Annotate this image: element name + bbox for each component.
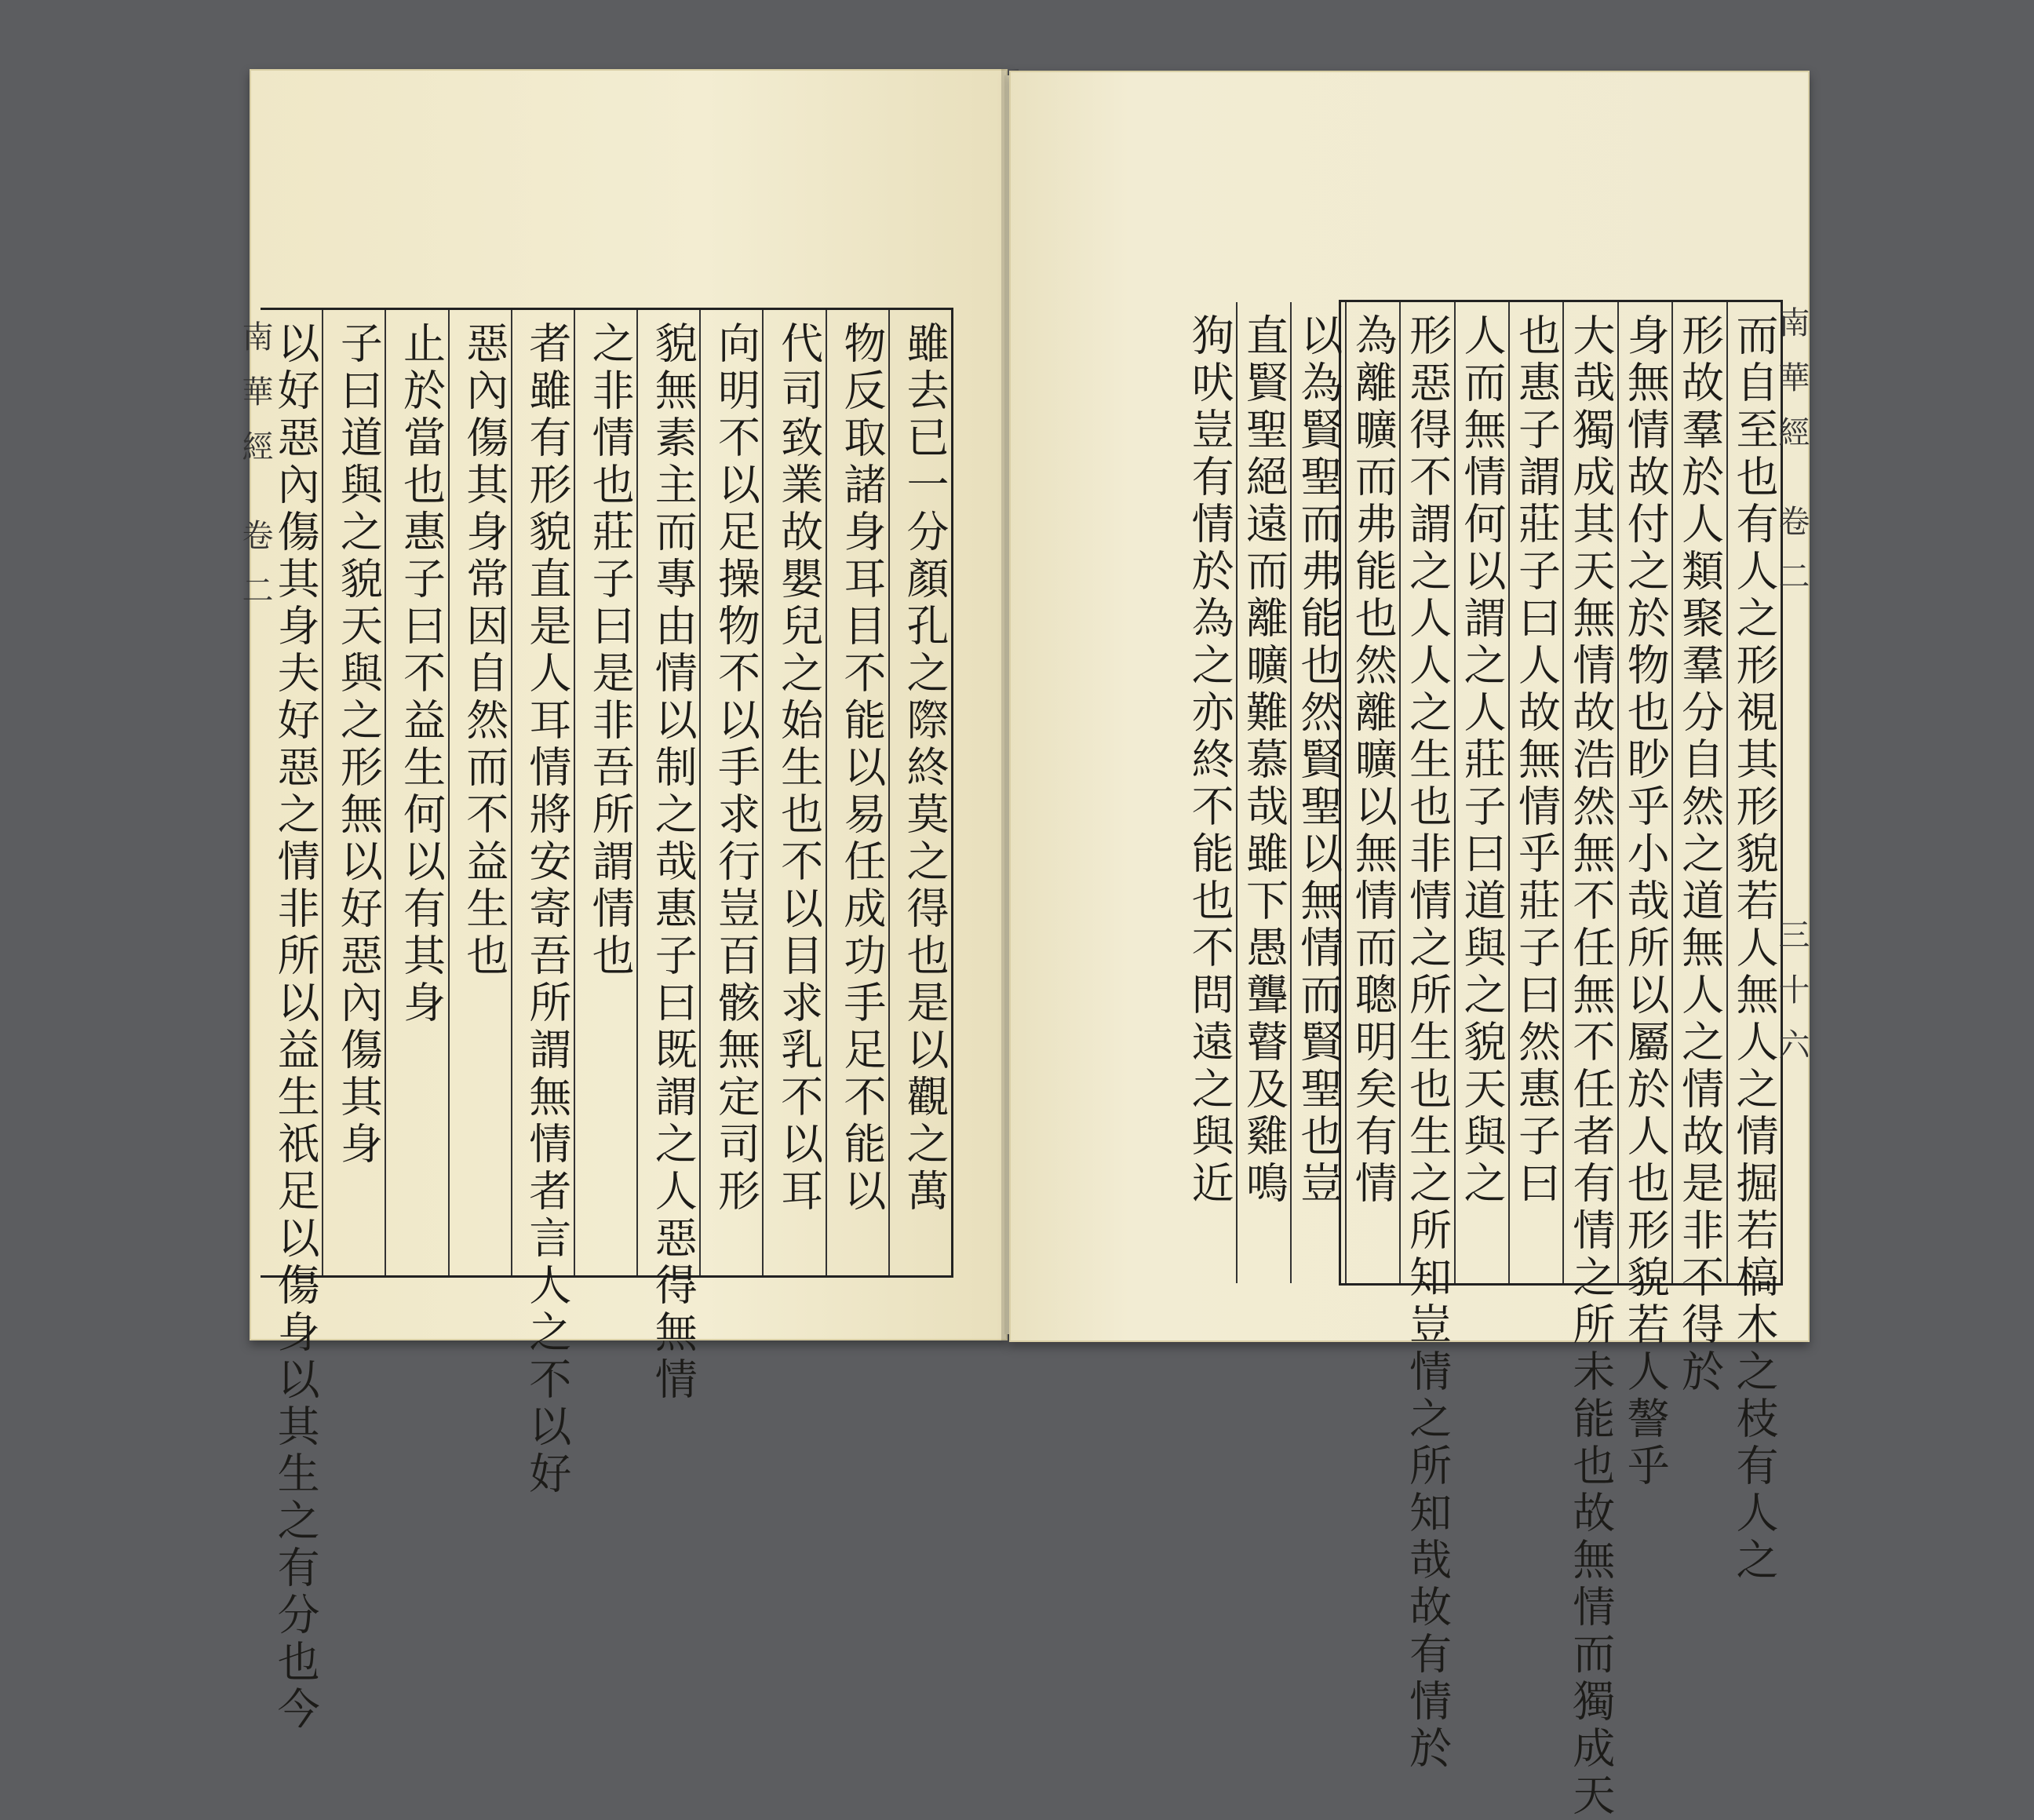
- left-text-column: 以好惡內傷其身夫好惡之情非所以益生祇足以傷身以其生之有分也今: [271, 321, 321, 1734]
- right-text-column: 而自至也有人之形視其形貌若人無人之情掘若槁木之枝有人之: [1726, 302, 1781, 1283]
- right-columns: [1185, 302, 1781, 1820]
- left-text-column: 物反取諸身耳目不能以易任成功手足不能以: [826, 310, 888, 1275]
- folio-number: 三十六: [1773, 918, 1810, 1083]
- right-text-column: 直賢聖絕遠而離曠難慕哉雖下愚聾瞽及雞鳴: [1236, 302, 1290, 1283]
- right-text-column: 為離曠而弗能也然離曠以無情而聰明矣有情: [1345, 302, 1399, 1283]
- left-text-column: 者雖有形貌直是人耳情將安寄吾所謂無情者言人之不以好: [511, 310, 574, 1275]
- book-spread: [237, 69, 1810, 1820]
- right-text-column: 身無情故付之於物也眇乎小哉所以屬於人也形貌若人謷乎: [1617, 302, 1671, 1283]
- right-text-column: 形惡得不謂之人人之生也非情之所生也生之所知豈情之所知哉故有情於: [1399, 302, 1453, 1283]
- left-text-column: 貌無素主而專由情以制之哉惠子曰既謂之人惡得無情: [636, 310, 699, 1275]
- left-margin-label: 南華經 卷二: [237, 320, 273, 629]
- right-text-column: 形故羣於人類聚羣分自然之道無人之情故是非不得於: [1671, 302, 1726, 1283]
- right-text-column: 也惠子謂莊子曰人故無情乎莊子曰然惠子曰: [1508, 302, 1562, 1283]
- right-text-frame: [1185, 300, 1783, 1820]
- left-text-column: 惡內傷其身常因自然而不益生也: [448, 310, 511, 1275]
- left-columns: [261, 310, 951, 1734]
- left-text-column: 止於當也惠子曰不益生何以有其身: [385, 310, 447, 1275]
- left-text-column: 子曰道與之貌天與之形無以好惡內傷其身: [322, 310, 385, 1275]
- left-text-column: 雖去已一分顏孔之際終莫之得也是以觀之萬: [888, 310, 951, 1275]
- right-text-column: 狗吠豈有情於為之亦終不能也不問遠之與近: [1185, 313, 1235, 1208]
- left-text-frame: [261, 308, 953, 1734]
- right-text-column: 以為賢聖而弗能也然賢聖以無情而賢聖也豈: [1290, 302, 1344, 1283]
- left-page: [237, 69, 1008, 1734]
- left-text-column: 代司致業故嬰兒之始生也不以目求乳不以耳: [762, 310, 825, 1275]
- right-page: [1009, 71, 1810, 1820]
- left-text-column: 向明不以足操物不以手求行豈百骸無定司形: [699, 310, 762, 1275]
- left-text-column: 之非情也莊子曰是非吾所謂情也: [574, 310, 636, 1275]
- right-text-column: 大哉獨成其天無情故浩然無不任無不任者有情之所未能也故無情而獨成天: [1562, 302, 1617, 1283]
- right-margin-label: 南華經 卷二: [1773, 306, 1810, 615]
- right-text-column: 人而無情何以謂之人莊子曰道與之貌天與之: [1454, 302, 1508, 1283]
